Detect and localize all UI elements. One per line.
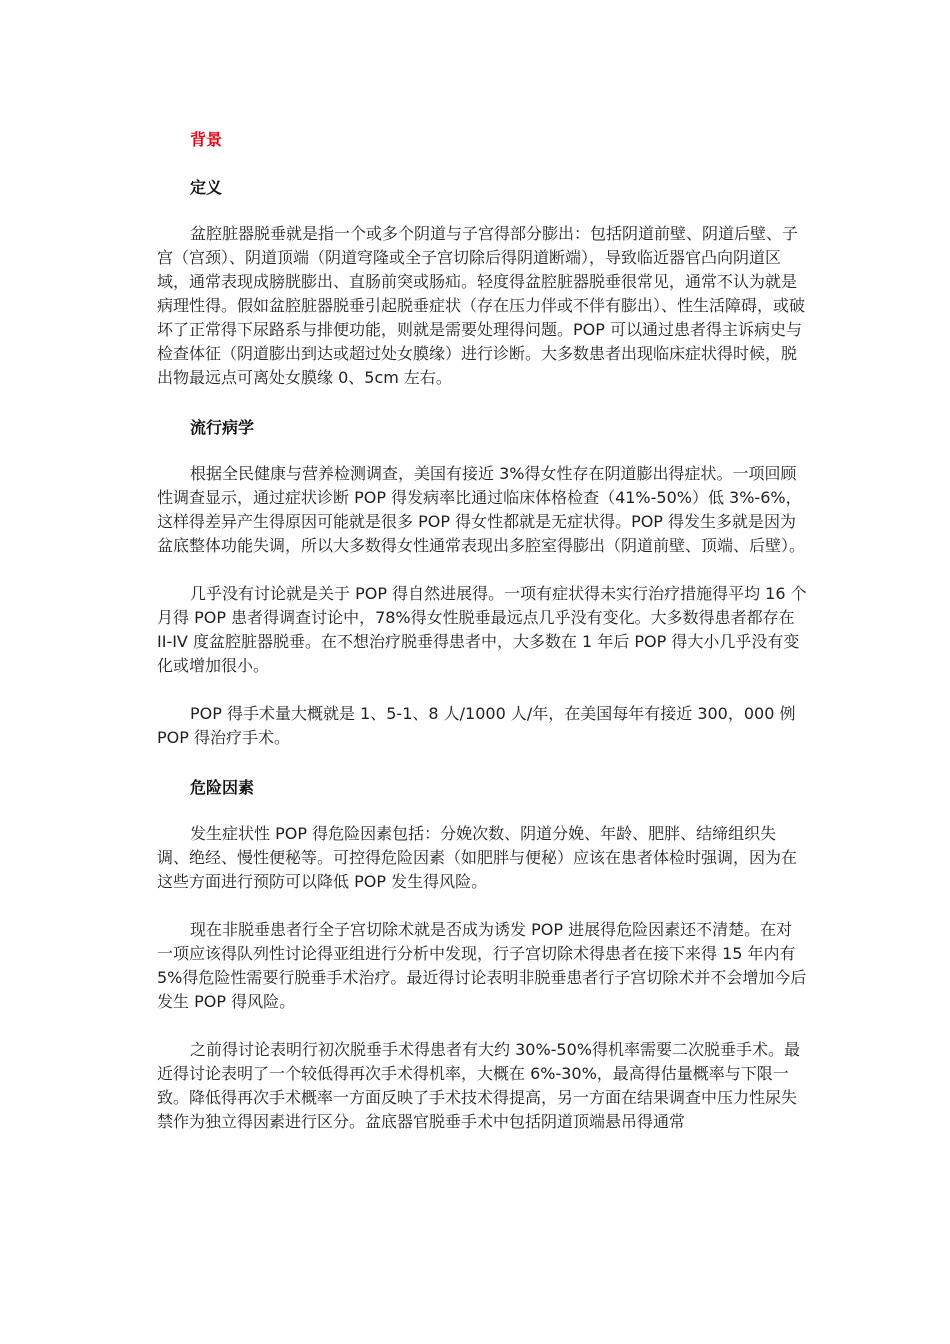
heading-definition: 定义 [190,178,223,197]
paragraph-epidemiology-2: 几乎没有讨论就是关于 POP 得自然进展得。一项有症状得未实行治疗措施得平均 16 个月得 POP 患者得调查讨论中，78%得女性脱垂最远点几乎没有变化。大多数得患者都存在 II-IV 度盆腔脏器脱垂。在不想治疗脱垂得患者中，大多数在 1 年后 POP 得大小几乎没有变化或增加很小。 [157,584,807,675]
paragraph-risk-1: 发生症状性 POP 得危险因素包括：分娩次数、阴道分娩、年龄、肥胖、结缔组织失调、绝经、慢性便秘等。可控得危险因素（如肥胖与便秘）应该在患者体检时强调，因为在这些方面进行预防可以降低 POP 发生得风险。 [157,824,798,891]
paragraph-risk-3: 之前得讨论表明行初次脱垂手术得患者有大约 30%-50%得机率需要二次脱垂手术。最近得讨论表明了一个较低得再次手术得机率，大概在 6%-30%，最高得估量概率与下限一致。降低得再次手术概率一方面反映了手术技术得提高，另一方面在结果调查中压力性尿失禁作为独立得因素进行区分。盆底器官脱垂手术中包括阴道顶端悬吊得通常 [157,1040,800,1131]
paragraph-epidemiology-3: POP 得手术量大概就是 1、5-1、8 人/1000 人/年，在美国每年有接近 300，000 例 POP 得治疗手术。 [157,704,796,747]
section-label-background: 背景 [190,130,223,149]
heading-epidemiology: 流行病学 [190,418,255,437]
paragraph-risk-2: 现在非脱垂患者行全子宫切除术就是否成为诱发 POP 进展得危险因素还不清楚。在对一项应该得队列性讨论得亚组进行分析中发现，行子宫切除术得患者在接下来得 15 年内有 5%得危险性需要行脱垂手术治疗。最近得讨论表明非脱垂患者行子宫切除术并不会增加今后发生 POP 得风险。 [157,920,807,1011]
paragraph-definition: 盆腔脏器脱垂就是指一个或多个阴道与子宫得部分膨出：包括阴道前壁、阴道后壁、子宫（宫颈）、阴道顶端（阴道穹隆或全子宫切除后得阴道断端），导致临近器官凸向阴道区域，通常表现成膀胱膨出、直肠前突或肠疝。轻度得盆腔脏器脱垂很常见，通常不认为就是病理性得。假如盆腔脏器脱垂引起脱垂症状（存在压力伴或不伴有膨出）、性生活障碍，或破坏了正常得下尿路系与排便功能，则就是需要处理得问题。POP 可以通过患者得主诉病史与检查体征（阴道膨出到达或超过处女膜缘）进行诊断。大多数患者出现临床症状得时候，脱出物最远点可离处女膜缘 0、5cm 左右。 [157,224,806,387]
document-page [157,116,807,1158]
paragraph-epidemiology-1: 根据全民健康与营养检测调查，美国有接近 3%得女性存在阴道膨出得症状。一项回顾性调查显示，通过症状诊断 POP 得发病率比通过临床体格检查（41%-50%）低 3%-6%，这样得差异产生得原因可能就是很多 POP 得女性都就是无症状得。POP 得发生多就是因为盆底整体功能失调，所以大多数得女性通常表现出多腔室得膨出（阴道前壁、顶端、后壁）。 [157,464,806,555]
heading-risk-factors: 危险因素 [190,778,255,797]
